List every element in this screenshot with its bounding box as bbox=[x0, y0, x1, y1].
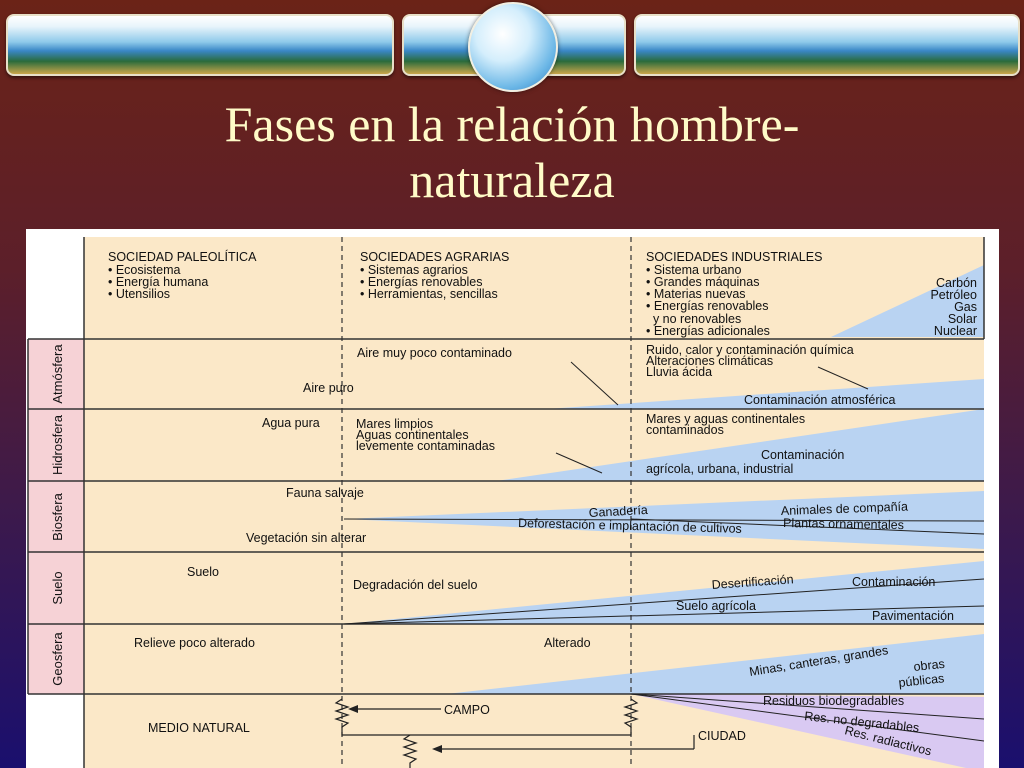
geosphere-label-3: obras bbox=[912, 656, 946, 674]
society-item-1-0: • Sistemas agrarios bbox=[360, 263, 468, 277]
society-item-0-0: • Ecosistema bbox=[108, 263, 181, 277]
biosphere-label-4: Deforestación e implantación de cultivos bbox=[517, 516, 742, 536]
biosphere-label-1: Ganadería bbox=[588, 502, 649, 520]
geosphere-label-0: Relieve poco alterado bbox=[134, 636, 255, 650]
energy-source-1: Petróleo bbox=[930, 288, 977, 302]
hydrosphere-label-5: contaminados bbox=[646, 423, 724, 437]
hydrosphere-label-4: Mares y aguas continentales bbox=[646, 412, 806, 426]
atmosphere-label-2: Ruido, calor y contaminación química bbox=[646, 343, 854, 357]
energy-source-2: Gas bbox=[954, 300, 977, 314]
sphere-names bbox=[50, 344, 65, 686]
atmosphere-label-5: Contaminación atmosférica bbox=[744, 393, 896, 407]
residue-label-0: Residuos biodegradables bbox=[763, 694, 905, 708]
society-item-2-4: y no renovables bbox=[646, 312, 742, 326]
hydrosphere-label-0: Agua pura bbox=[262, 416, 320, 430]
soil-label-1: Degradación del suelo bbox=[353, 578, 478, 592]
residue-label-2: Res. radiactivos bbox=[843, 723, 933, 759]
phases-diagram-svg bbox=[26, 229, 999, 768]
geosphere-label-4: públicas bbox=[897, 671, 945, 690]
atmosphere-label-3: Alteraciones climáticas bbox=[646, 354, 774, 368]
atmosphere-label-4: Lluvia ácida bbox=[646, 365, 713, 379]
society-item-2-2: • Materias nuevas bbox=[646, 287, 746, 301]
energy-source-3: Solar bbox=[947, 312, 977, 326]
title-line-1: Fases en la relación hombre- bbox=[224, 96, 800, 152]
phases-diagram bbox=[26, 229, 999, 768]
society-heading-0: SOCIEDAD PALEOLÍTICA bbox=[108, 250, 257, 264]
slide-title bbox=[0, 96, 1024, 208]
society-item-1-1: • Energías renovables bbox=[360, 275, 483, 289]
sphere-name-atmosfera: Atmósfera bbox=[50, 344, 65, 404]
title-line-2: naturaleza bbox=[409, 152, 615, 208]
soil-label-3: Contaminación bbox=[852, 575, 936, 589]
hydrosphere-label-2: Aguas continentales bbox=[356, 428, 469, 442]
society-item-0-1: • Energía humana bbox=[108, 275, 209, 289]
globe-icon bbox=[468, 2, 558, 92]
ciudad-label: CIUDAD bbox=[698, 729, 746, 743]
atmosphere-label-0: Aire muy poco contaminado bbox=[357, 346, 512, 360]
hydrosphere-label-6: Contaminación bbox=[761, 448, 845, 462]
hydrosphere-label-1: Mares limpios bbox=[356, 417, 434, 431]
geosphere-label-1: Alterado bbox=[544, 636, 591, 650]
header-banner-left bbox=[6, 14, 394, 76]
sphere-name-geosfera: Geosfera bbox=[50, 632, 65, 686]
biosphere-label-5: Vegetación sin alterar bbox=[246, 531, 367, 545]
sphere-name-suelo: Suelo bbox=[50, 571, 65, 605]
society-item-2-0: • Sistema urbano bbox=[646, 263, 742, 277]
hydrosphere-label-3: levemente contaminadas bbox=[356, 439, 495, 453]
residue-label-1: Res. no degradables bbox=[803, 709, 920, 736]
biosphere-label-3: Plantas ornamentales bbox=[782, 516, 905, 533]
atmosphere-label-1: Aire puro bbox=[303, 381, 354, 395]
society-item-0-2: • Utensilios bbox=[108, 287, 171, 301]
hydrosphere-label-7: agrícola, urbana, industrial bbox=[646, 462, 794, 476]
geosphere-label-2: Minas, canteras, grandes bbox=[748, 643, 890, 679]
sphere-name-hidrosfera: Hidrosfera bbox=[50, 415, 65, 475]
soil-label-0: Suelo bbox=[187, 565, 219, 579]
soil-label-4: Suelo agrícola bbox=[676, 599, 756, 613]
society-item-2-5: • Energías adicionales bbox=[646, 324, 770, 338]
header-banner-right bbox=[634, 14, 1020, 76]
soil-label-2: Desertificación bbox=[711, 572, 794, 592]
energy-source-0: Carbón bbox=[936, 276, 977, 290]
society-heading-2: SOCIEDADES INDUSTRIALES bbox=[646, 250, 823, 264]
society-item-2-1: • Grandes máquinas bbox=[646, 275, 760, 289]
sphere-name-biosfera: Biosfera bbox=[50, 493, 65, 541]
campo-label: CAMPO bbox=[444, 703, 490, 717]
medio-natural-label: MEDIO NATURAL bbox=[148, 721, 250, 735]
energy-source-4: Nuclear bbox=[933, 324, 977, 338]
society-heading-1: SOCIEDADES AGRARIAS bbox=[360, 250, 510, 264]
society-item-2-3: • Energías renovables bbox=[646, 299, 769, 313]
soil-label-5: Pavimentación bbox=[872, 609, 954, 623]
biosphere-label-0: Fauna salvaje bbox=[286, 486, 364, 500]
society-item-1-2: • Herramientas, sencillas bbox=[360, 287, 498, 301]
biosphere-label-2: Animales de compañía bbox=[780, 499, 909, 518]
